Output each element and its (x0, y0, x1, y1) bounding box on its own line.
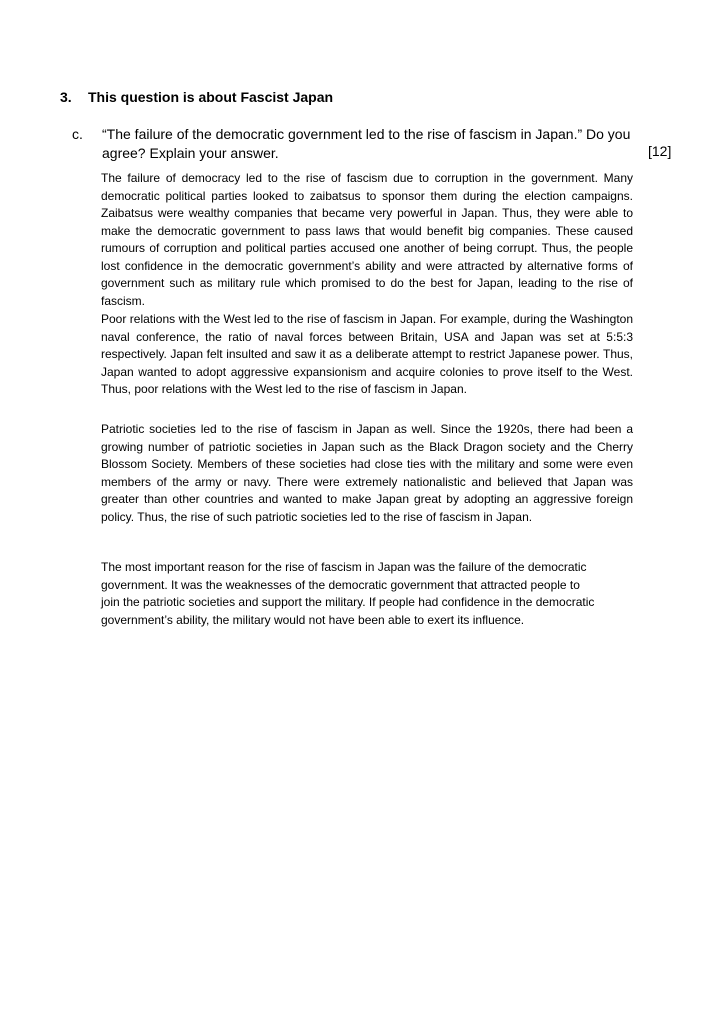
question-heading (60, 89, 333, 105)
sub-question-letter: c. (72, 126, 83, 142)
sub-question-text: “The failure of the democratic government led to the rise of fascism in Japan.” Do you agree? Explain your answer. (102, 126, 631, 161)
marks-label: [12] (648, 143, 672, 159)
sub-question (72, 125, 672, 163)
answer-paragraph: Patriotic societies led to the rise of fascism in Japan as well. Since the 1920s, there had been a growing number of patriotic societies in Japan such as the Black Dragon society and the Cherry Blossom Society. Members of these societies had close ties with the military and some were even members of the army or navy. There were extremely nationalistic and believed that Japan was greater than other countries and wanted to make Japan great by adopting an aggressive foreign policy. Thus, the rise of such patriotic societies led to the rise of fascism in Japan. (101, 422, 633, 524)
question-title: This question is about Fascist Japan (88, 89, 334, 105)
answer-conclusion-paragraph: The most important reason for the rise of fascism in Japan was the failure of the democratic government. It was the weaknesses of the democratic government that attracted people to join the patriotic societies and support the military. If people had confidence in the democratic government’s ability, the military would not have been able to exert its influence. (101, 560, 595, 627)
answer-paragraph: Poor relations with the West led to the rise of fascism in Japan. For example, during the Washington naval conference, the ratio of naval forces between Britain, USA and Japan was set at 5:5:3 respectively. Japan felt insulted and saw it as a deliberate attempt to restrict Japanese power. Thus, Japan wanted to adopt aggressive expansionism and acquire colonies to prove itself to the West. Thus, poor relations with the West led to the rise of fascism in Japan. (101, 312, 633, 396)
answer-paragraph: The failure of democracy led to the rise of fascism due to corruption in the government. Many democratic political parties looked to zaibatsus to sponsor them during the election campaigns. Zaibatsus were wealthy companies that became very powerful in Japan. Thus, they were able to make the democratic government to pass laws that would benefit big companies. These caused rumours of corruption and political parties accused one another of being corrupt. Thus, the people lost confidence in the democratic government’s ability and were attracted by alternative forms of government such as military rule which promised to do the best for Japan, leading to the rise of fascism. (101, 171, 633, 308)
question-number: 3. (60, 89, 72, 105)
